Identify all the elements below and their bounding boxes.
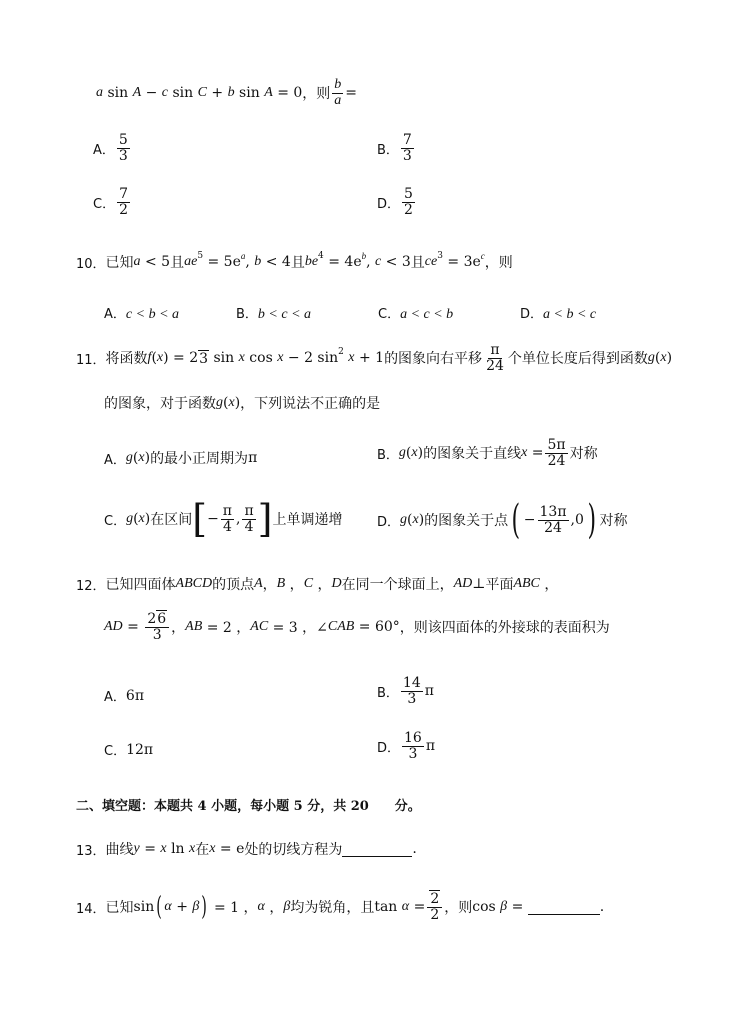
q12-option-a: A． 6π [104,687,145,705]
q9-stem: a sin A − c sin C + b sin A = 0 ，则 $\frac{b}{a}$ = [96,77,358,108]
q11-option-a: A． g ( x ) 的最小正周期为 π [104,450,258,468]
q11-option-c: C． g ( x ) 在区间 [ − $\frac{\pi}{4}$ , $\frac{\pi}{4}$ ] 上单调递增 [104,497,343,541]
q12-stem-2: AD = $\frac{26}{3}$ ， AB = 2 ， AC = 3 ，∠ CAB = 60° ，则该四面体的外接球的表面积为 [104,611,610,643]
q9-stem-text: ，则 [302,86,331,103]
q10-stem: 10． 已知 a < 5 且 ae 5 = 5e a , b < 4 且 be 4 = 4e b , c < 3 且 ce 3 = 3e c ，则 [76,251,513,272]
q11-option-d: D． g ( x ) 的图象关于点 ( − $\frac{13\pi}{24}$ ,0 ) 对称 [377,497,628,543]
q9-option-b: B． $\frac{7}{3}$ [377,132,412,164]
q10-options: A．c < b < a B．b < c < a C．a < c < b D．a < b < c [104,307,597,322]
q13-answer-blank[interactable] [342,842,412,857]
b-over-a-fraction: $\frac{b}{a}$ [334,77,342,108]
q11-option-b: B． g ( x ) 的图象关于直线 x = $\frac{5\pi}{24}$ 对称 [377,437,598,469]
q14-answer-blank[interactable] [528,900,600,915]
q11-stem-2: 的图象，对于函数 g ( x ) ，下列说法不正确的是 [104,395,381,412]
q13-stem: 13． 曲线 y = x ln x 在 x = e 处的切线方程为 . [76,841,417,859]
q9-option-c: C． $\frac{7}{2}$ [93,186,128,218]
q12-option-c: C． 12π [104,741,154,759]
q9-option-a: A． $\frac{5}{3}$ [93,132,128,164]
section-heading: 二、填空题：本题共 4 小题，每小题 5 分，共 20 分。 [76,799,421,814]
q11-stem: 11． 将函数 f ( x ) = 2 3 sin x cos x − 2 sin 2 x + 1 的图象向右平移 $\frac{\pi}{24}$ 个单位长度后得到函数 g ( x ) [76,342,673,374]
q12-option-d: D． $\frac{16}{3}$ π [377,730,436,762]
q14-stem: 14． 已知 sin ( α + β ) = 1 ， α ， β 均为锐角，且 tan α = $\frac{2}{2}$ ，则 cos β = . [76,891,605,923]
q9-option-d: D． $\frac{5}{2}$ [377,186,413,218]
q12-option-b: B． $\frac{14}{3}$ π [377,675,434,707]
q12-stem: 12． 已知四面体 ABCD 的顶点 A ， B ， C ， D 在同一个球面上， AD ⊥ 平面 ABC ， [76,576,559,594]
